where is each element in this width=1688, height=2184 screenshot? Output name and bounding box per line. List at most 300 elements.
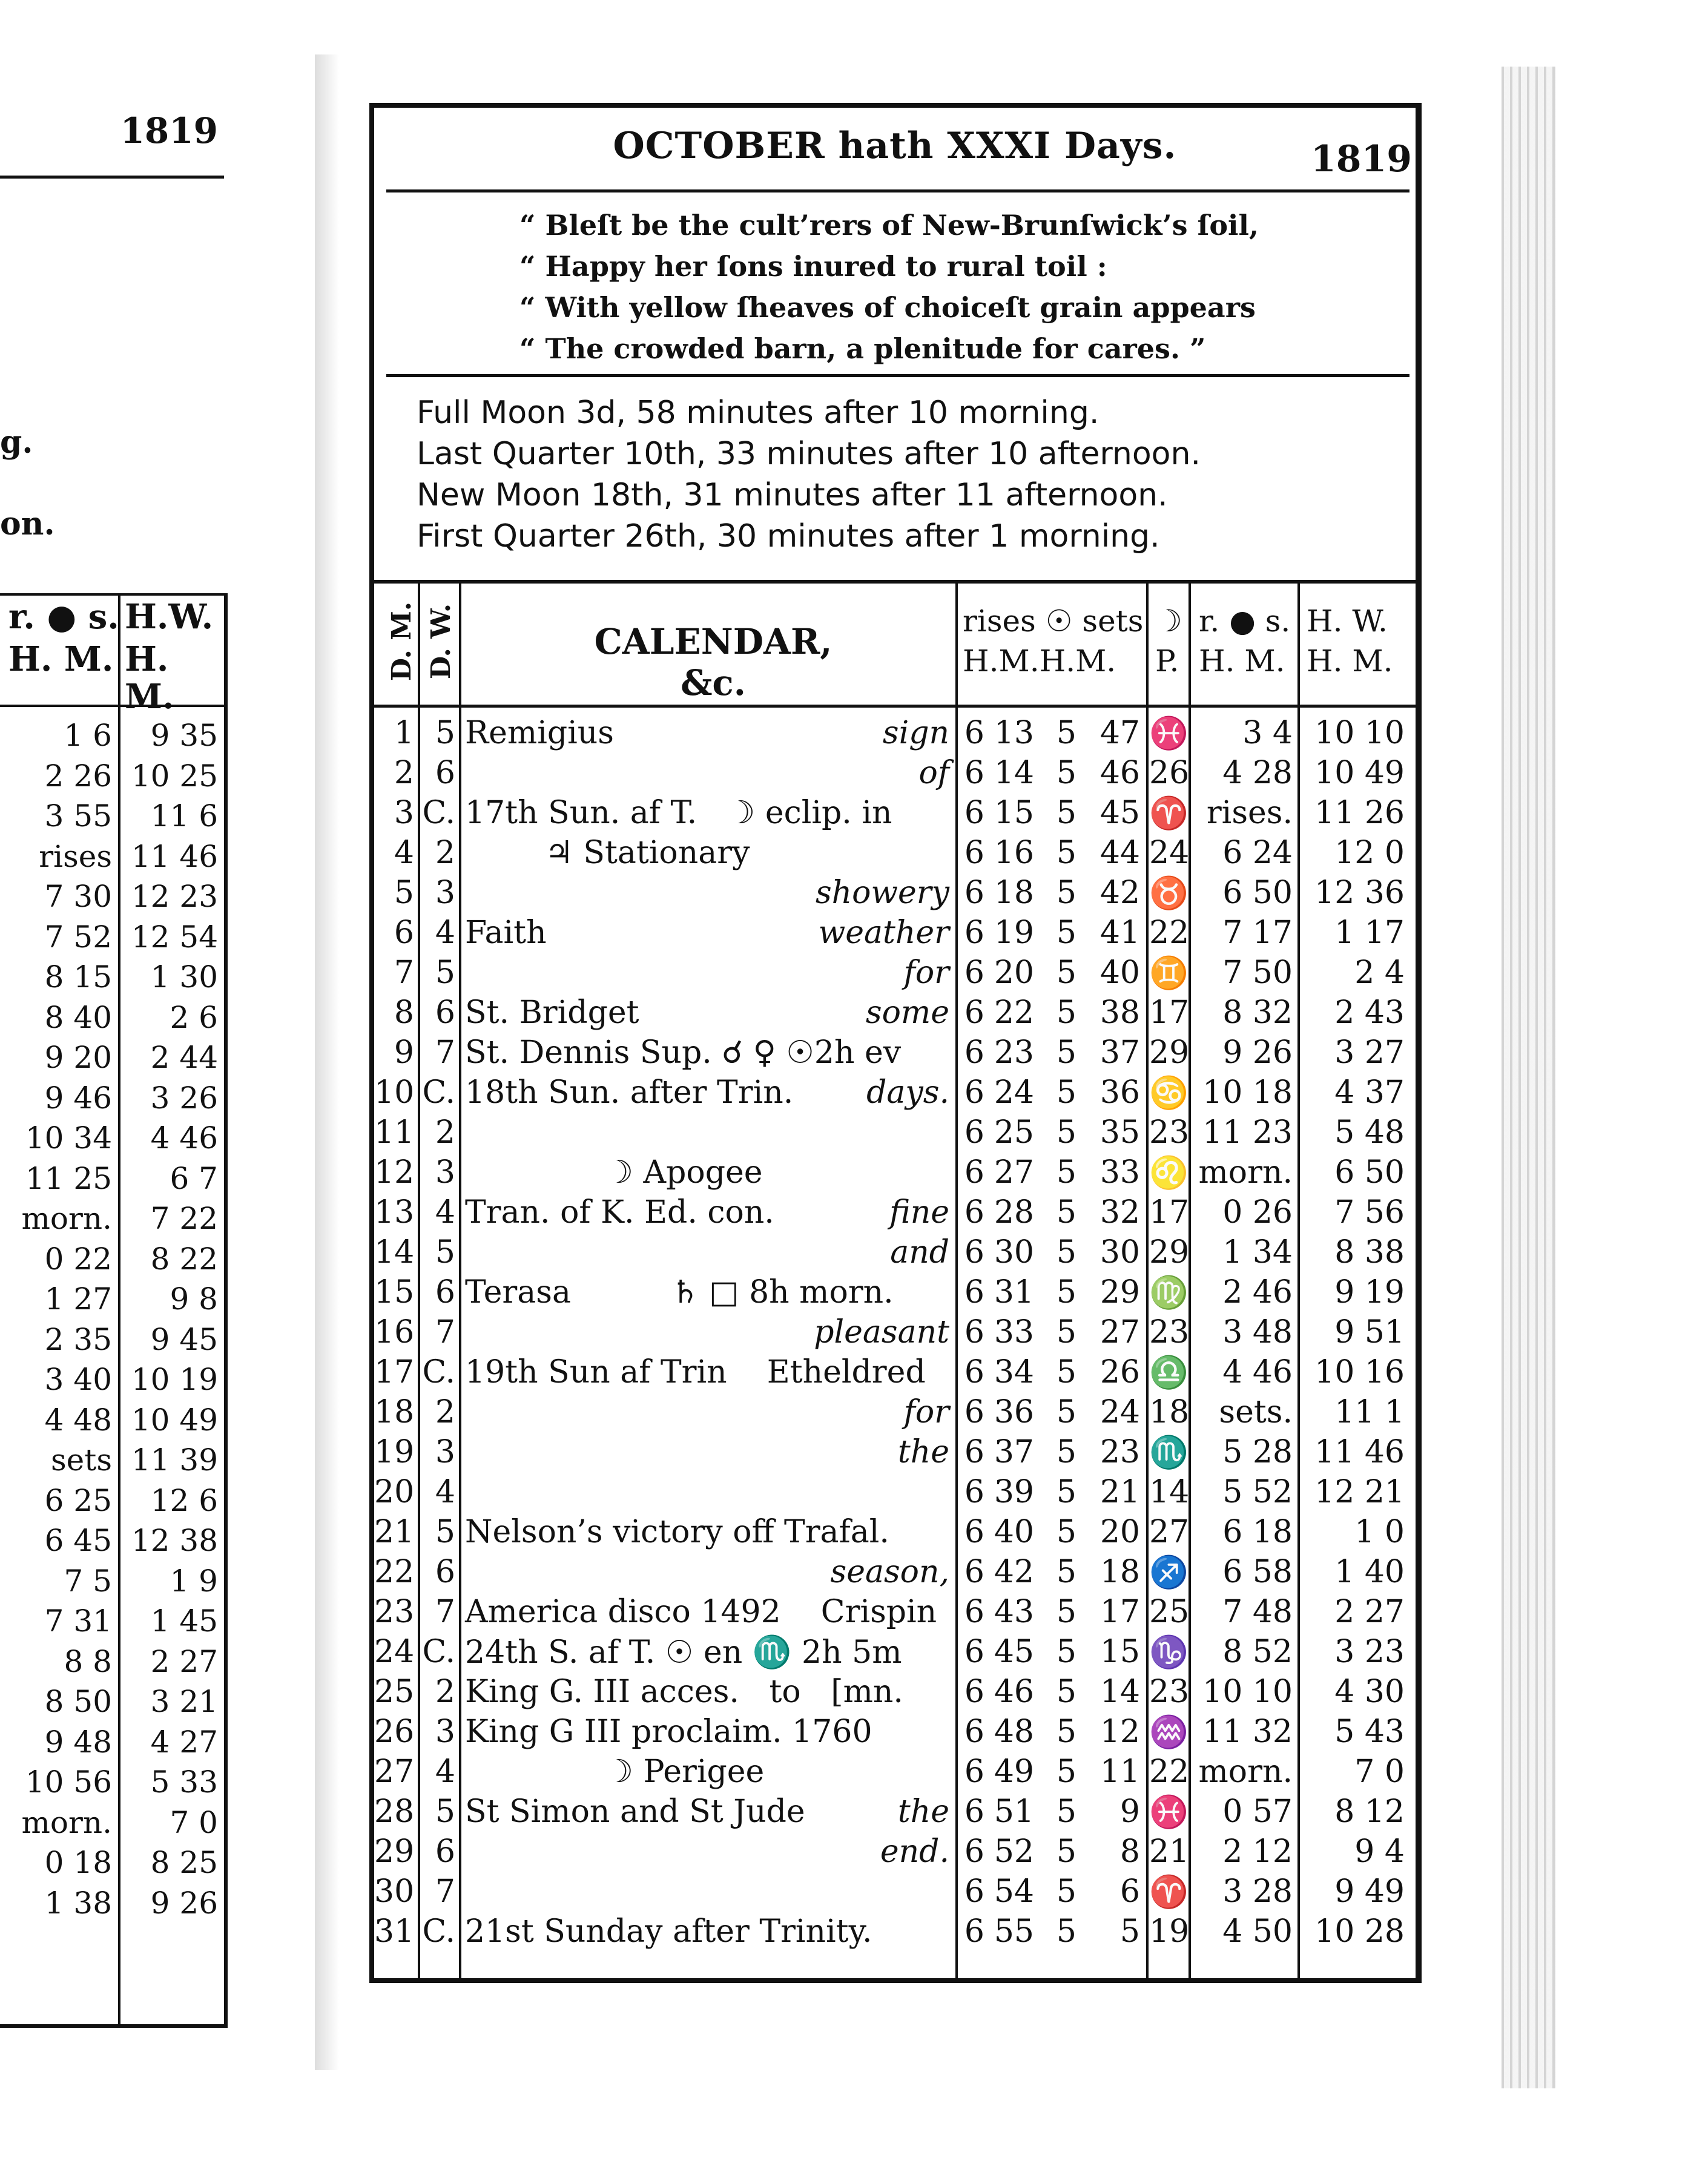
sunset-hour: 5: [1056, 1114, 1076, 1151]
sunset-hour: 5: [1056, 875, 1076, 911]
sunrise-minute: 43: [994, 1594, 1034, 1630]
weather-word: pleasant: [814, 1314, 949, 1350]
calendar-row: [374, 913, 1416, 953]
sunset-minute: 26: [1100, 1354, 1140, 1390]
high-water: 5 43: [1334, 1714, 1405, 1750]
day-of-month: 19: [374, 1434, 415, 1470]
left-high-water-value: 5 33: [150, 1765, 218, 1800]
high-water-subheader: H. M.: [1307, 643, 1393, 679]
moon-phase-line: First Quarter 26th, 30 minutes after 1 morning.: [417, 518, 1160, 554]
sun-header: rises ☉ sets: [963, 604, 1144, 639]
left-table-header: [0, 596, 224, 717]
moon-subheader: H. M.: [1199, 643, 1285, 679]
day-of-month: 3: [394, 795, 414, 831]
sunrise-minute: 33: [994, 1314, 1034, 1350]
sunset-hour: 5: [1056, 1794, 1076, 1830]
left-moon-value: 8 15: [44, 959, 112, 995]
high-water: 1 0: [1354, 1514, 1405, 1550]
sunset-hour: 5: [1056, 715, 1076, 751]
sunset-hour: 5: [1056, 1474, 1076, 1510]
high-water: 11 26: [1314, 795, 1405, 831]
sunrise-minute: 31: [994, 1274, 1034, 1311]
calendar-row: [374, 1912, 1416, 1952]
calendar-row: [374, 1353, 1416, 1393]
weather-word: showery: [816, 875, 949, 911]
day-of-month: 1: [394, 715, 414, 751]
calendar-event: King G III proclaim. 1760: [465, 1714, 872, 1750]
sunrise-hour: 6: [964, 915, 984, 951]
day-of-week: C.: [422, 1074, 455, 1111]
calendar-row: [374, 1633, 1416, 1673]
day-of-month: 5: [394, 875, 414, 911]
sunrise-hour: 6: [964, 1834, 984, 1870]
left-table-row: [0, 958, 224, 998]
calendar-row: [374, 1073, 1416, 1113]
left-moon-value: morn.: [21, 1201, 112, 1236]
left-high-water-value: 8 22: [150, 1241, 218, 1277]
calendar-row: [374, 1473, 1416, 1513]
high-water: 10 16: [1314, 1354, 1405, 1390]
sunrise-hour: 6: [964, 1434, 984, 1470]
sunset-minute: 36: [1100, 1074, 1140, 1111]
left-table-row: [0, 797, 224, 837]
left-moon-value: 1 6: [64, 718, 112, 753]
left-high-water-value: 11 46: [131, 838, 218, 874]
day-of-month: 27: [374, 1754, 415, 1790]
sunset-minute: 5: [1119, 1913, 1140, 1950]
left-high-water-value: 4 27: [150, 1724, 218, 1760]
left-high-water-value: 1 45: [150, 1603, 218, 1639]
left-moon-value: 3 55: [44, 798, 112, 834]
left-table-row: [0, 717, 224, 757]
day-of-week: 5: [435, 1514, 455, 1550]
left-moon-value: 7 31: [44, 1603, 112, 1639]
left-moon-value: 10 56: [25, 1765, 112, 1800]
moon-phase-line: New Moon 18th, 31 minutes after 11 afternoon.: [417, 477, 1168, 513]
moon-place: ♓: [1149, 1794, 1189, 1830]
page-edges: [1502, 67, 1556, 2088]
sunrise-minute: 19: [994, 915, 1034, 951]
almanac-page: [369, 103, 1422, 1983]
sunrise-minute: 46: [994, 1674, 1034, 1710]
day-of-week: C.: [422, 1354, 455, 1390]
weather-word: of: [918, 755, 949, 791]
sunset-minute: 44: [1100, 835, 1140, 871]
moon-rise-set: 3 4: [1242, 715, 1293, 751]
left-table-row: [0, 1401, 224, 1441]
high-water: 9 19: [1334, 1274, 1405, 1311]
sunrise-minute: 25: [994, 1114, 1034, 1151]
calendar-row: [374, 1673, 1416, 1712]
page-year: 1819: [1311, 138, 1412, 180]
left-high-water-value: 8 25: [150, 1845, 218, 1880]
day-of-month: 6: [394, 915, 414, 951]
sunset-minute: 41: [1100, 915, 1140, 951]
moon-rise-set: 3 28: [1222, 1873, 1293, 1910]
weather-word: the: [897, 1794, 949, 1830]
moon-rise-set: 6 24: [1222, 835, 1293, 871]
day-of-week: 7: [435, 1034, 455, 1071]
sunset-minute: 37: [1100, 1034, 1140, 1071]
moon-rise-set: 4 28: [1222, 755, 1293, 791]
high-water: 5 48: [1334, 1114, 1405, 1151]
moon-place: ♏: [1149, 1435, 1189, 1471]
left-high-water-value: 2 27: [150, 1643, 218, 1679]
sunrise-hour: 6: [964, 1794, 984, 1830]
day-of-week: 5: [435, 955, 455, 991]
left-high-water-value: 4 46: [150, 1120, 218, 1156]
moon-place: ♍: [1149, 1275, 1189, 1311]
day-of-week: 6: [435, 755, 455, 791]
moon-rise-set: 11 23: [1202, 1114, 1293, 1151]
sunset-hour: 5: [1056, 1634, 1076, 1670]
page-gutter: [315, 54, 339, 2070]
calendar-row: [374, 1393, 1416, 1433]
left-moon-value: 9 20: [44, 1040, 112, 1075]
calendar-row: [374, 754, 1416, 794]
sunset-minute: 32: [1100, 1194, 1140, 1231]
left-moon-value: 8 8: [64, 1643, 112, 1679]
left-sun-subheader: H. M.: [8, 639, 114, 679]
high-water: 9 4: [1354, 1834, 1405, 1870]
left-high-water-value: 7 22: [150, 1201, 218, 1236]
left-moon-value: 0 22: [44, 1241, 112, 1277]
left-moon-value: 7 5: [64, 1563, 112, 1599]
sunrise-hour: 6: [964, 1514, 984, 1550]
moon-rise-set: morn.: [1198, 1754, 1293, 1790]
left-moon-value: 2 35: [44, 1321, 112, 1357]
sunrise-hour: 6: [964, 1034, 984, 1071]
high-water: 9 51: [1334, 1314, 1405, 1350]
moon-rise-set: 6 18: [1222, 1514, 1293, 1550]
sunrise-minute: 51: [994, 1794, 1034, 1830]
left-high-water-value: 1 9: [170, 1563, 218, 1599]
high-water-header: H. W.: [1307, 604, 1388, 639]
calendar-event: 24th S. af T. ☉ en ♏ 2h 5m: [465, 1634, 902, 1671]
day-of-week: 5: [435, 715, 455, 751]
moon-place: ♒: [1149, 1714, 1189, 1751]
left-table-row: [0, 1039, 224, 1079]
left-high-water-value: 12 6: [150, 1482, 218, 1518]
calendar-row: [374, 794, 1416, 834]
weather-word: for: [903, 955, 949, 991]
calendar-row: [374, 1233, 1416, 1273]
day-of-month: 2: [394, 755, 414, 791]
left-table-row: [0, 878, 224, 918]
day-of-week: 4: [435, 1754, 455, 1790]
sunrise-minute: 55: [994, 1913, 1034, 1950]
calendar-row: [374, 1313, 1416, 1353]
sunrise-hour: 6: [964, 1234, 984, 1271]
sunset-minute: 35: [1100, 1114, 1140, 1151]
page-title: OCTOBER hath XXXI Days.: [613, 125, 1177, 167]
moon-place: 26: [1149, 755, 1190, 791]
sunrise-minute: 13: [994, 715, 1034, 751]
left-high-water-value: 1 30: [150, 959, 218, 995]
left-high-water-value: 2 6: [170, 999, 218, 1035]
day-of-month: 14: [374, 1234, 415, 1271]
left-table-row: [0, 1361, 224, 1401]
moon-rise-set: 0 57: [1222, 1794, 1293, 1830]
left-table-row: [0, 1602, 224, 1642]
moon-place: 19: [1149, 1913, 1190, 1950]
day-of-week: 7: [435, 1873, 455, 1910]
sunset-hour: 5: [1056, 1594, 1076, 1630]
sunset-hour: 5: [1056, 1554, 1076, 1590]
day-of-month: 26: [374, 1714, 415, 1750]
sunrise-minute: 34: [994, 1354, 1034, 1390]
moon-place: ♈: [1149, 795, 1189, 832]
sunrise-minute: 42: [994, 1554, 1034, 1590]
sunrise-hour: 6: [964, 1913, 984, 1950]
high-water: 2 4: [1354, 955, 1405, 991]
sunrise-hour: 6: [964, 1114, 984, 1151]
high-water: 8 38: [1334, 1234, 1405, 1271]
day-of-week: 3: [435, 1714, 455, 1750]
calendar-event: Nelson’s victory off Trafal.: [465, 1514, 889, 1550]
calendar-event: 17th Sun. af T. ☽ eclip. in: [465, 795, 892, 831]
moon-phase-line: Last Quarter 10th, 33 minutes after 10 afternoon.: [417, 436, 1201, 472]
calendar-row: [374, 1712, 1416, 1752]
sunrise-minute: 30: [994, 1234, 1034, 1271]
left-table-row: [0, 1844, 224, 1884]
day-of-month: 16: [374, 1314, 415, 1350]
sunrise-hour: 6: [964, 995, 984, 1031]
sunset-hour: 5: [1056, 1154, 1076, 1191]
left-high-water-value: 12 38: [131, 1523, 218, 1558]
poem-line: “ Bleſt be the cult’rers of New-Brunſwick’s ſoil,: [519, 209, 1259, 242]
sunset-hour: 5: [1056, 1754, 1076, 1790]
high-water: 7 56: [1334, 1194, 1405, 1231]
left-hw-subheader: H. M.: [125, 639, 174, 717]
left-moon-value: 7 30: [44, 879, 112, 914]
sunset-minute: 20: [1100, 1514, 1140, 1550]
calendar-row: [374, 873, 1416, 913]
calendar-event: ♃ Stationary: [465, 835, 750, 871]
sunrise-hour: 6: [964, 1873, 984, 1910]
left-table-row: [0, 1079, 224, 1119]
left-table-row: [0, 1683, 224, 1723]
left-table-row: [0, 1562, 224, 1602]
sunrise-minute: 39: [994, 1474, 1034, 1510]
left-hw-header: H.W.: [125, 597, 214, 637]
moon-rise-set: 8 52: [1222, 1634, 1293, 1670]
left-moon-value: 2 26: [44, 758, 112, 794]
day-of-week: C.: [422, 1913, 455, 1950]
day-of-week: C.: [422, 795, 455, 831]
day-of-week: 4: [435, 1474, 455, 1510]
calendar-row: [374, 1792, 1416, 1832]
sunset-hour: 5: [1056, 835, 1076, 871]
calendar-row: [374, 1433, 1416, 1473]
divider: [386, 189, 1409, 192]
moon-place: 23: [1149, 1314, 1190, 1350]
moon-place: 27: [1149, 1514, 1190, 1550]
left-table-row: [0, 1200, 224, 1240]
sunrise-hour: 6: [964, 1754, 984, 1790]
sunrise-minute: 23: [994, 1034, 1034, 1071]
moon-rise-set: 1 34: [1222, 1234, 1293, 1271]
sunset-hour: 5: [1056, 1873, 1076, 1910]
sunrise-hour: 6: [964, 1634, 984, 1670]
sunset-minute: 38: [1100, 995, 1140, 1031]
sunrise-minute: 20: [994, 955, 1034, 991]
high-water: 4 30: [1334, 1674, 1405, 1710]
moon-place-header: ☽: [1155, 604, 1182, 639]
poem: [519, 205, 1259, 369]
moon-place: ♓: [1149, 715, 1189, 752]
left-page-table: [0, 593, 228, 2028]
day-of-month: 15: [374, 1274, 415, 1311]
moon-rise-set: 7 17: [1222, 915, 1293, 951]
day-of-month: 11: [374, 1114, 415, 1151]
moon-place: 29: [1149, 1034, 1190, 1071]
sunset-minute: 30: [1100, 1234, 1140, 1271]
left-table-row: [0, 1723, 224, 1763]
left-high-water-value: 12 23: [131, 879, 218, 914]
left-high-water-value: 11 6: [150, 798, 218, 834]
sunrise-hour: 6: [964, 1594, 984, 1630]
high-water: 1 17: [1334, 915, 1405, 951]
sunset-minute: 33: [1100, 1154, 1140, 1191]
sunset-minute: 23: [1100, 1434, 1140, 1470]
moon-rise-set: 10 18: [1202, 1074, 1293, 1111]
sunrise-hour: 6: [964, 1314, 984, 1350]
left-table-row: [0, 1763, 224, 1803]
calendar-event: ☽ Apogee: [465, 1154, 763, 1191]
left-high-water-value: 9 26: [150, 1885, 218, 1921]
sunset-hour: 5: [1056, 1314, 1076, 1350]
moon-rise-set: 4 50: [1222, 1913, 1293, 1950]
moon-place: ♑: [1149, 1634, 1189, 1671]
left-moon-value: 0 18: [44, 1845, 112, 1880]
moon-place: ♌: [1149, 1155, 1189, 1191]
sunset-minute: 29: [1100, 1274, 1140, 1311]
moon-place: ♎: [1149, 1355, 1189, 1391]
moon-rise-set: sets.: [1219, 1394, 1293, 1430]
sunrise-minute: 28: [994, 1194, 1034, 1231]
day-of-week: 2: [435, 835, 455, 871]
left-table-row: [0, 838, 224, 878]
poem-line: “ Happy her ſons inured to rural toil :: [519, 250, 1107, 283]
calendar-event: ☽ Perigee: [465, 1754, 765, 1790]
calendar-row: [374, 953, 1416, 993]
left-page-year: 1819: [120, 110, 218, 151]
calendar-event: St. Dennis Sup. ☌ ♀ ☉2h ev: [465, 1034, 902, 1071]
sunset-minute: 12: [1100, 1714, 1140, 1750]
moon-place: ♐: [1149, 1554, 1189, 1591]
left-table-row: [0, 1280, 224, 1320]
weather-word: the: [897, 1434, 949, 1470]
day-of-week: 5: [435, 1794, 455, 1830]
left-table-row: [0, 1240, 224, 1280]
moon-place: 22: [1149, 915, 1190, 951]
day-of-month: 20: [374, 1474, 415, 1510]
sunrise-minute: 45: [994, 1634, 1034, 1670]
sunset-hour: 5: [1056, 1274, 1076, 1311]
left-moon-value: morn.: [21, 1804, 112, 1840]
left-table-row: [0, 1160, 224, 1200]
calendar-row: [374, 1752, 1416, 1792]
day-of-month: 7: [394, 955, 414, 991]
weather-word: season,: [830, 1554, 949, 1590]
day-of-month: 12: [374, 1154, 415, 1191]
left-moon-value: rises: [39, 838, 112, 874]
day-of-week: 3: [435, 1434, 455, 1470]
day-of-week: 2: [435, 1394, 455, 1430]
left-sun-header: r. ● s.: [8, 597, 119, 637]
left-high-water-value: 9 35: [150, 718, 218, 753]
day-of-week: 6: [435, 1834, 455, 1870]
weather-word: for: [903, 1394, 949, 1430]
sunset-minute: 9: [1119, 1794, 1140, 1830]
left-table-row: [0, 1643, 224, 1683]
calendar-row: [374, 1553, 1416, 1593]
moon-rise-set: 2 46: [1222, 1274, 1293, 1311]
day-of-month: 18: [374, 1394, 415, 1430]
high-water: 10 10: [1314, 715, 1405, 751]
left-moon-value: 8 40: [44, 999, 112, 1035]
day-of-week: 2: [435, 1114, 455, 1151]
sunrise-hour: 6: [964, 1274, 984, 1311]
day-of-week: 6: [435, 1554, 455, 1590]
left-high-water-value: 12 54: [131, 919, 218, 955]
sunrise-minute: 54: [994, 1873, 1034, 1910]
divider: [386, 374, 1409, 377]
day-of-week: 4: [435, 1194, 455, 1231]
calendar-header-title: CALENDAR, &c.: [594, 621, 832, 703]
moon-rise-set: 4 46: [1222, 1354, 1293, 1390]
moon-rise-set: 8 32: [1222, 995, 1293, 1031]
sunrise-hour: 6: [964, 835, 984, 871]
day-of-month: 22: [374, 1554, 415, 1590]
left-high-water-value: 6 7: [170, 1160, 218, 1196]
day-of-month: 30: [374, 1873, 415, 1910]
left-table-row: [0, 757, 224, 797]
sunrise-hour: 6: [964, 955, 984, 991]
sunrise-hour: 6: [964, 1074, 984, 1111]
day-of-week: 3: [435, 1154, 455, 1191]
left-moon-value: 8 50: [44, 1684, 112, 1719]
left-table-row: [0, 1441, 224, 1481]
moon-place-subheader: P.: [1155, 643, 1179, 679]
left-high-water-value: 2 44: [150, 1040, 218, 1075]
moon-rise-set: 7 50: [1222, 955, 1293, 991]
left-high-water-value: 3 21: [150, 1684, 218, 1719]
day-of-month: 10: [374, 1074, 415, 1111]
left-table-row: [0, 1522, 224, 1562]
calendar-row: [374, 834, 1416, 873]
sunrise-minute: 18: [994, 875, 1034, 911]
sunset-hour: 5: [1056, 1074, 1076, 1111]
high-water: 9 49: [1334, 1873, 1405, 1910]
sunrise-hour: 6: [964, 1354, 984, 1390]
sunset-minute: 15: [1100, 1634, 1140, 1670]
day-of-week: 3: [435, 875, 455, 911]
calendar-row: [374, 1872, 1416, 1912]
left-moon-value: 3 40: [44, 1362, 112, 1397]
high-water: 12 0: [1334, 835, 1405, 871]
day-of-month: 13: [374, 1194, 415, 1231]
sunset-minute: 21: [1100, 1474, 1140, 1510]
day-of-week-header: D. W.: [426, 603, 457, 680]
calendar-row: [374, 1832, 1416, 1872]
left-high-water-value: 7 0: [170, 1804, 218, 1840]
sunset-minute: 17: [1100, 1594, 1140, 1630]
calendar-row: [374, 1113, 1416, 1153]
sunrise-hour: 6: [964, 755, 984, 791]
moon-phases: [417, 392, 1201, 557]
